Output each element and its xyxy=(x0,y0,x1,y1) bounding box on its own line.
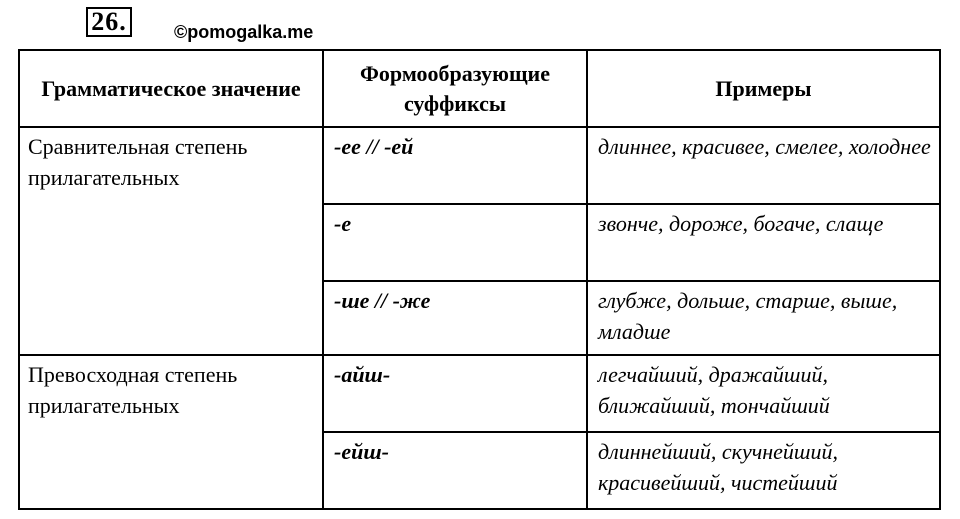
meaning-cell: Превосходная степень прилагательных xyxy=(19,355,323,509)
exercise-number: 26. xyxy=(86,7,132,37)
column-header-examples: Примеры xyxy=(587,50,940,127)
table-header-row xyxy=(19,50,940,127)
site-watermark: ©pomogalka.me xyxy=(174,22,314,42)
suffix-cell: -е xyxy=(323,204,587,281)
examples-cell: глубже, дольше, старше, выше, младше xyxy=(587,281,940,355)
suffix-table xyxy=(18,49,941,510)
examples-cell: длиннейший, скучнейший, красивейший, чистейший xyxy=(587,432,940,509)
table-row xyxy=(19,355,940,432)
examples-cell: звонче, дороже, богаче, слаще xyxy=(587,204,940,281)
column-header-meaning: Грамматическое значение xyxy=(19,50,323,127)
examples-cell: длиннее, красивее, смелее, холоднее xyxy=(587,127,940,204)
suffix-cell: -ше // -же xyxy=(323,281,587,355)
table-row xyxy=(19,127,940,204)
suffix-cell: -айш- xyxy=(323,355,587,432)
examples-cell: легчайший, дражайший, ближайший, тончайший xyxy=(587,355,940,432)
column-header-suffixes: Формообразующие суффиксы xyxy=(323,50,587,127)
suffix-cell: -ейш- xyxy=(323,432,587,509)
meaning-cell: Сравнительная степень прилагательных xyxy=(19,127,323,355)
suffix-cell: -ее // -ей xyxy=(323,127,587,204)
